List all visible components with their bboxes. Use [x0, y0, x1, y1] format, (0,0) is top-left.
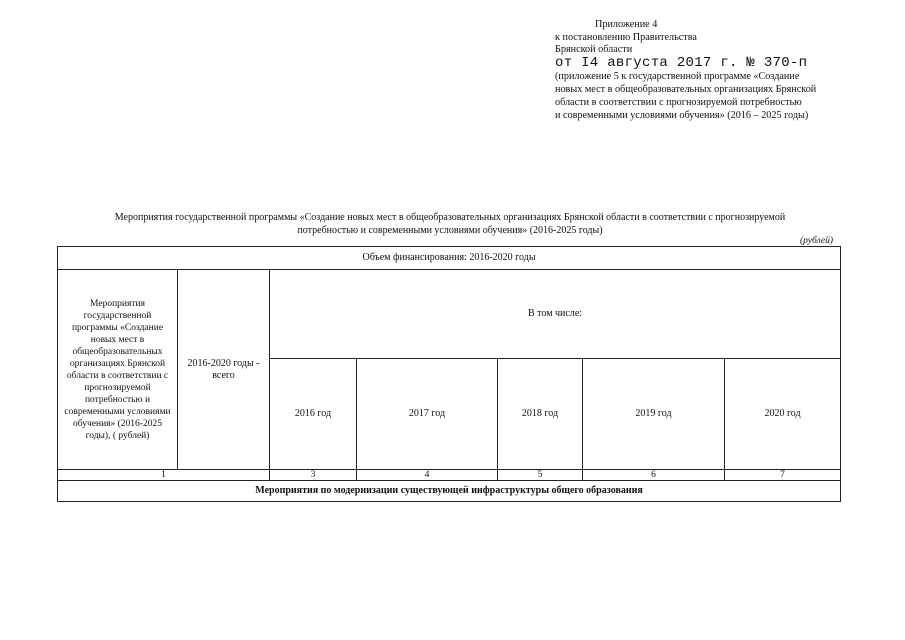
appendix-program-line3: области в соответствии с прогнозируемой потребностью: [555, 97, 802, 109]
year-2018-header: 2018 год: [498, 359, 583, 470]
funding-table: [57, 246, 841, 502]
appendix-program-line1: (приложение 5 к государственной программе «Создание: [555, 70, 800, 82]
subheader-row: [58, 270, 841, 359]
total-column-header: 2016-2020 годы - всего: [178, 270, 270, 470]
including-header: В том числе:: [270, 270, 841, 359]
year-2020-header: 2020 год: [725, 359, 841, 470]
funding-header-row: [58, 247, 841, 270]
program-column-header: Мероприятия государственной программы «Создание новых мест в общеобразовательных организациях Брянской области в соответствии с прогнозируемой потребностью и современными условиями обучения» (2016-2025 годы), ( рублей): [58, 270, 178, 470]
column-number-3: 3: [270, 470, 357, 481]
column-number-1: 1: [58, 470, 270, 481]
column-number-4: 4: [357, 470, 498, 481]
appendix-resolution: к постановлению Правительства: [555, 32, 697, 44]
appendix-government: Брянской области: [555, 44, 633, 56]
appendix-header: [555, 18, 875, 123]
section-title: Мероприятия по модернизации существующей инфраструктуры общего образования: [58, 481, 841, 502]
column-number-7: 7: [725, 470, 841, 481]
document-title-line1: Мероприятия государственной программы «Создание новых мест в общеобразовательных организациях Брянской области в соответствии с прогнозируемой: [114, 212, 786, 223]
appendix-program-line4: и современными условиями обучения» (2016 – 2025 годы): [555, 110, 809, 122]
appendix-number: Приложение 4: [595, 19, 658, 30]
year-2019-header: 2019 год: [583, 359, 725, 470]
document-title: [60, 211, 840, 237]
unit-note: (рублей): [800, 236, 834, 246]
section-row: [58, 481, 841, 502]
year-2017-header: 2017 год: [357, 359, 498, 470]
funding-header-cell: Объем финансирования: 2016-2020 годы: [58, 247, 841, 270]
document-title-line2: потребностью и современными условиями обучения» (2016-2025 годы): [297, 225, 603, 236]
appendix-program-line2: новых мест в общеобразовательных организациях Брянской: [555, 84, 817, 96]
column-number-6: 6: [583, 470, 725, 481]
column-numbers-row: [58, 470, 841, 481]
appendix-date: от I4 августа 2017 г. № 370-п: [555, 54, 808, 71]
year-2016-header: 2016 год: [270, 359, 357, 470]
column-number-5: 5: [498, 470, 583, 481]
